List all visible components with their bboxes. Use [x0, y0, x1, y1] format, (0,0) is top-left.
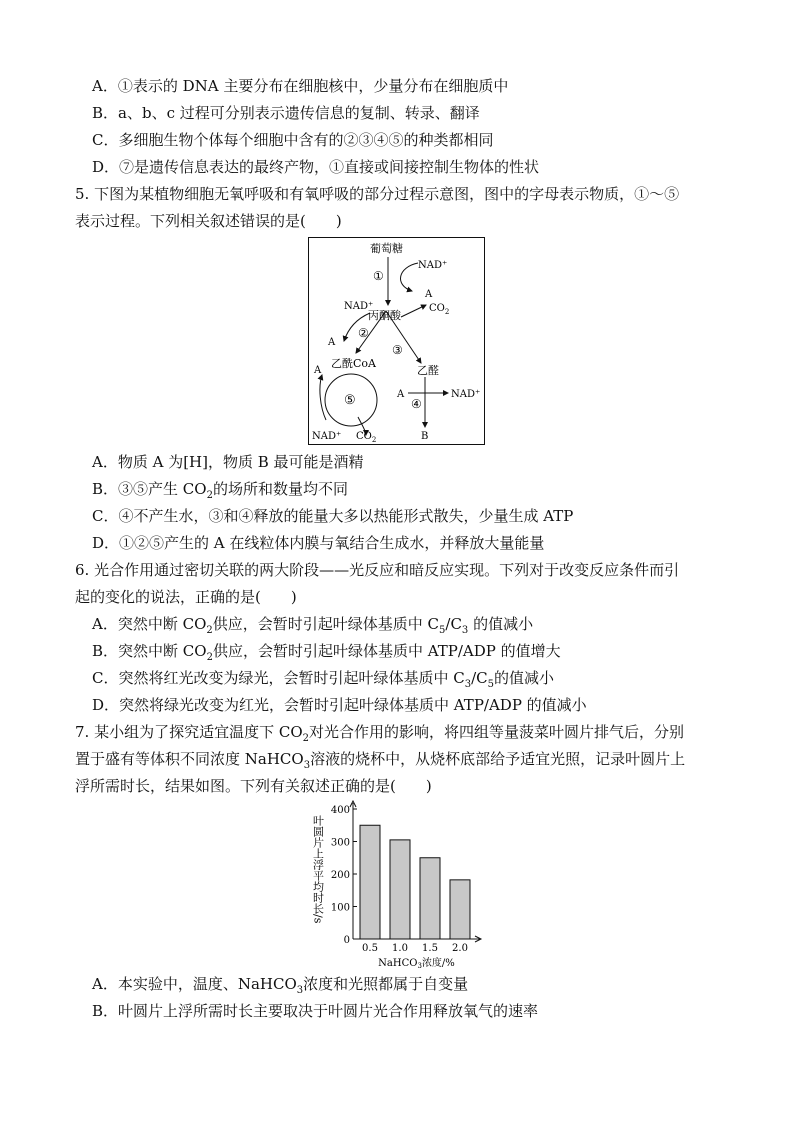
y-tick-label: 400 — [330, 805, 350, 816]
q5-stem-line2: 表示过程。下列相关叙述错误的是( ) — [75, 212, 342, 230]
label-step-3: ③ — [392, 343, 403, 357]
bar — [360, 825, 380, 939]
q6-option-a: A．突然中断 $CO_2$供应，会暂时引起叶绿体基质中 $C_5/C_3$ 的值减小 — [92, 615, 534, 636]
y-tick-label: 300 — [330, 837, 350, 849]
respiration-diagram — [308, 237, 485, 445]
q7-stem-line3: 浮所需时长，结果如图。下列有关叙述正确的是( ) — [75, 777, 432, 795]
label-nad-3: NAD⁺ — [312, 431, 342, 442]
bar — [450, 880, 470, 939]
label-step-4: ④ — [411, 397, 422, 411]
bar — [420, 858, 440, 939]
y-tick-label: 0 — [343, 935, 350, 946]
x-axis-label: NaHCO$_3$浓度/% — [378, 958, 455, 970]
label-a-4: A — [314, 365, 322, 376]
label-b: B — [421, 431, 429, 442]
x-tick-label: 2.0 — [452, 943, 468, 954]
label-a-2: A — [328, 337, 336, 348]
q5-stem-line1: 5. 下图为某植物细胞无氧呼吸和有氧呼吸的部分过程示意图，图中的字母表示物质，①～⑤ — [75, 185, 680, 203]
label-co2-top: $CO_2$ — [429, 303, 450, 316]
y-axis-label: 叶圆片上浮平均时长/s — [311, 815, 325, 924]
q7-stem-line2: 置于盛有等体积不同浓度 NaHCO$_3$溶液的烧杯中，从烧杯底部给予适宜光照，记录叶圆片上 — [75, 750, 686, 771]
label-acetyl-coa: 乙酰CoA — [331, 357, 376, 370]
label-co2-bottom: $CO_2$ — [356, 431, 377, 444]
q6-option-d: D．突然将绿光改变为红光，会暂时引起叶绿体基质中 ATP/ADP 的值减小 — [92, 696, 587, 714]
label-nad-1: NAD⁺ — [418, 260, 448, 271]
q4-option-c: C．多细胞生物个体每个细胞中含有的②③④⑤的种类都相同 — [92, 131, 494, 149]
label-nad-2: NAD⁺ — [344, 301, 374, 312]
q4-option-d: D．⑦是遗传信息表达的最终产物，①直接或间接控制生物体的性状 — [92, 158, 540, 176]
q4-option-a: A．①表示的 DNA 主要分布在细胞核中，少量分布在细胞质中 — [92, 77, 509, 95]
y-tick-label: 100 — [330, 902, 350, 914]
label-a-1: A — [425, 289, 433, 300]
q5-option-a: A．物质 A 为[H]，物质 B 最可能是酒精 — [92, 453, 364, 471]
q5-option-c: C．④不产生水，③和④释放的能量大多以热能形式散失，少量生成 ATP — [92, 507, 574, 525]
bar — [390, 840, 410, 939]
label-pyruvate: 丙酮酸 — [368, 309, 401, 322]
q4-option-b: B．a、b、c 过程可分别表示遗传信息的复制、转录、翻译 — [92, 104, 480, 122]
label-glucose: 葡萄糖 — [370, 242, 403, 255]
x-tick-label: 1.5 — [422, 943, 438, 954]
q5-option-b: B．③⑤产生 $CO_2$的场所和数量均不同 — [92, 480, 348, 501]
q7-option-a: A．本实验中，温度、NaHCO$_3$浓度和光照都属于自变量 — [92, 975, 469, 996]
label-acetaldehyde: 乙醛 — [417, 364, 439, 377]
x-tick-label: 1.0 — [392, 943, 408, 954]
label-step-1: ① — [373, 269, 384, 283]
q7-stem-line1: 7. 某小组为了探究适宜温度下 $CO_2$对光合作用的影响，将四组等量菠菜叶圆片排气后，分别 — [75, 723, 685, 744]
q6-option-c: C．突然将红光改变为绿光，会暂时引起叶绿体基质中 $C_3/C_5$的值减小 — [92, 669, 555, 690]
q6-stem-line1: 6. 光合作用通过密切关联的两大阶段——光反应和暗反应实现。下列对于改变反应条件而引 — [75, 561, 680, 579]
label-step-2: ② — [358, 326, 369, 340]
label-a-3: A — [397, 389, 405, 400]
nahco3-bar-chart — [308, 800, 488, 972]
y-tick-label: 200 — [330, 870, 350, 881]
q6-option-b: B．突然中断 $CO_2$供应，会暂时引起叶绿体基质中 ATP/ADP 的值增大 — [92, 642, 561, 663]
q6-stem-line2: 起的变化的说法，正确的是( ) — [75, 588, 297, 606]
label-nad-4: NAD⁺ — [451, 389, 481, 400]
q5-option-d: D．①②⑤产生的 A 在线粒体内膜与氧结合生成水，并释放大量能量 — [92, 534, 545, 552]
x-tick-label: 0.5 — [362, 943, 378, 954]
q7-option-b: B．叶圆片上浮所需时长主要取决于叶圆片光合作用释放氧气的速率 — [92, 1002, 539, 1020]
label-step-5: ⑤ — [344, 393, 356, 408]
